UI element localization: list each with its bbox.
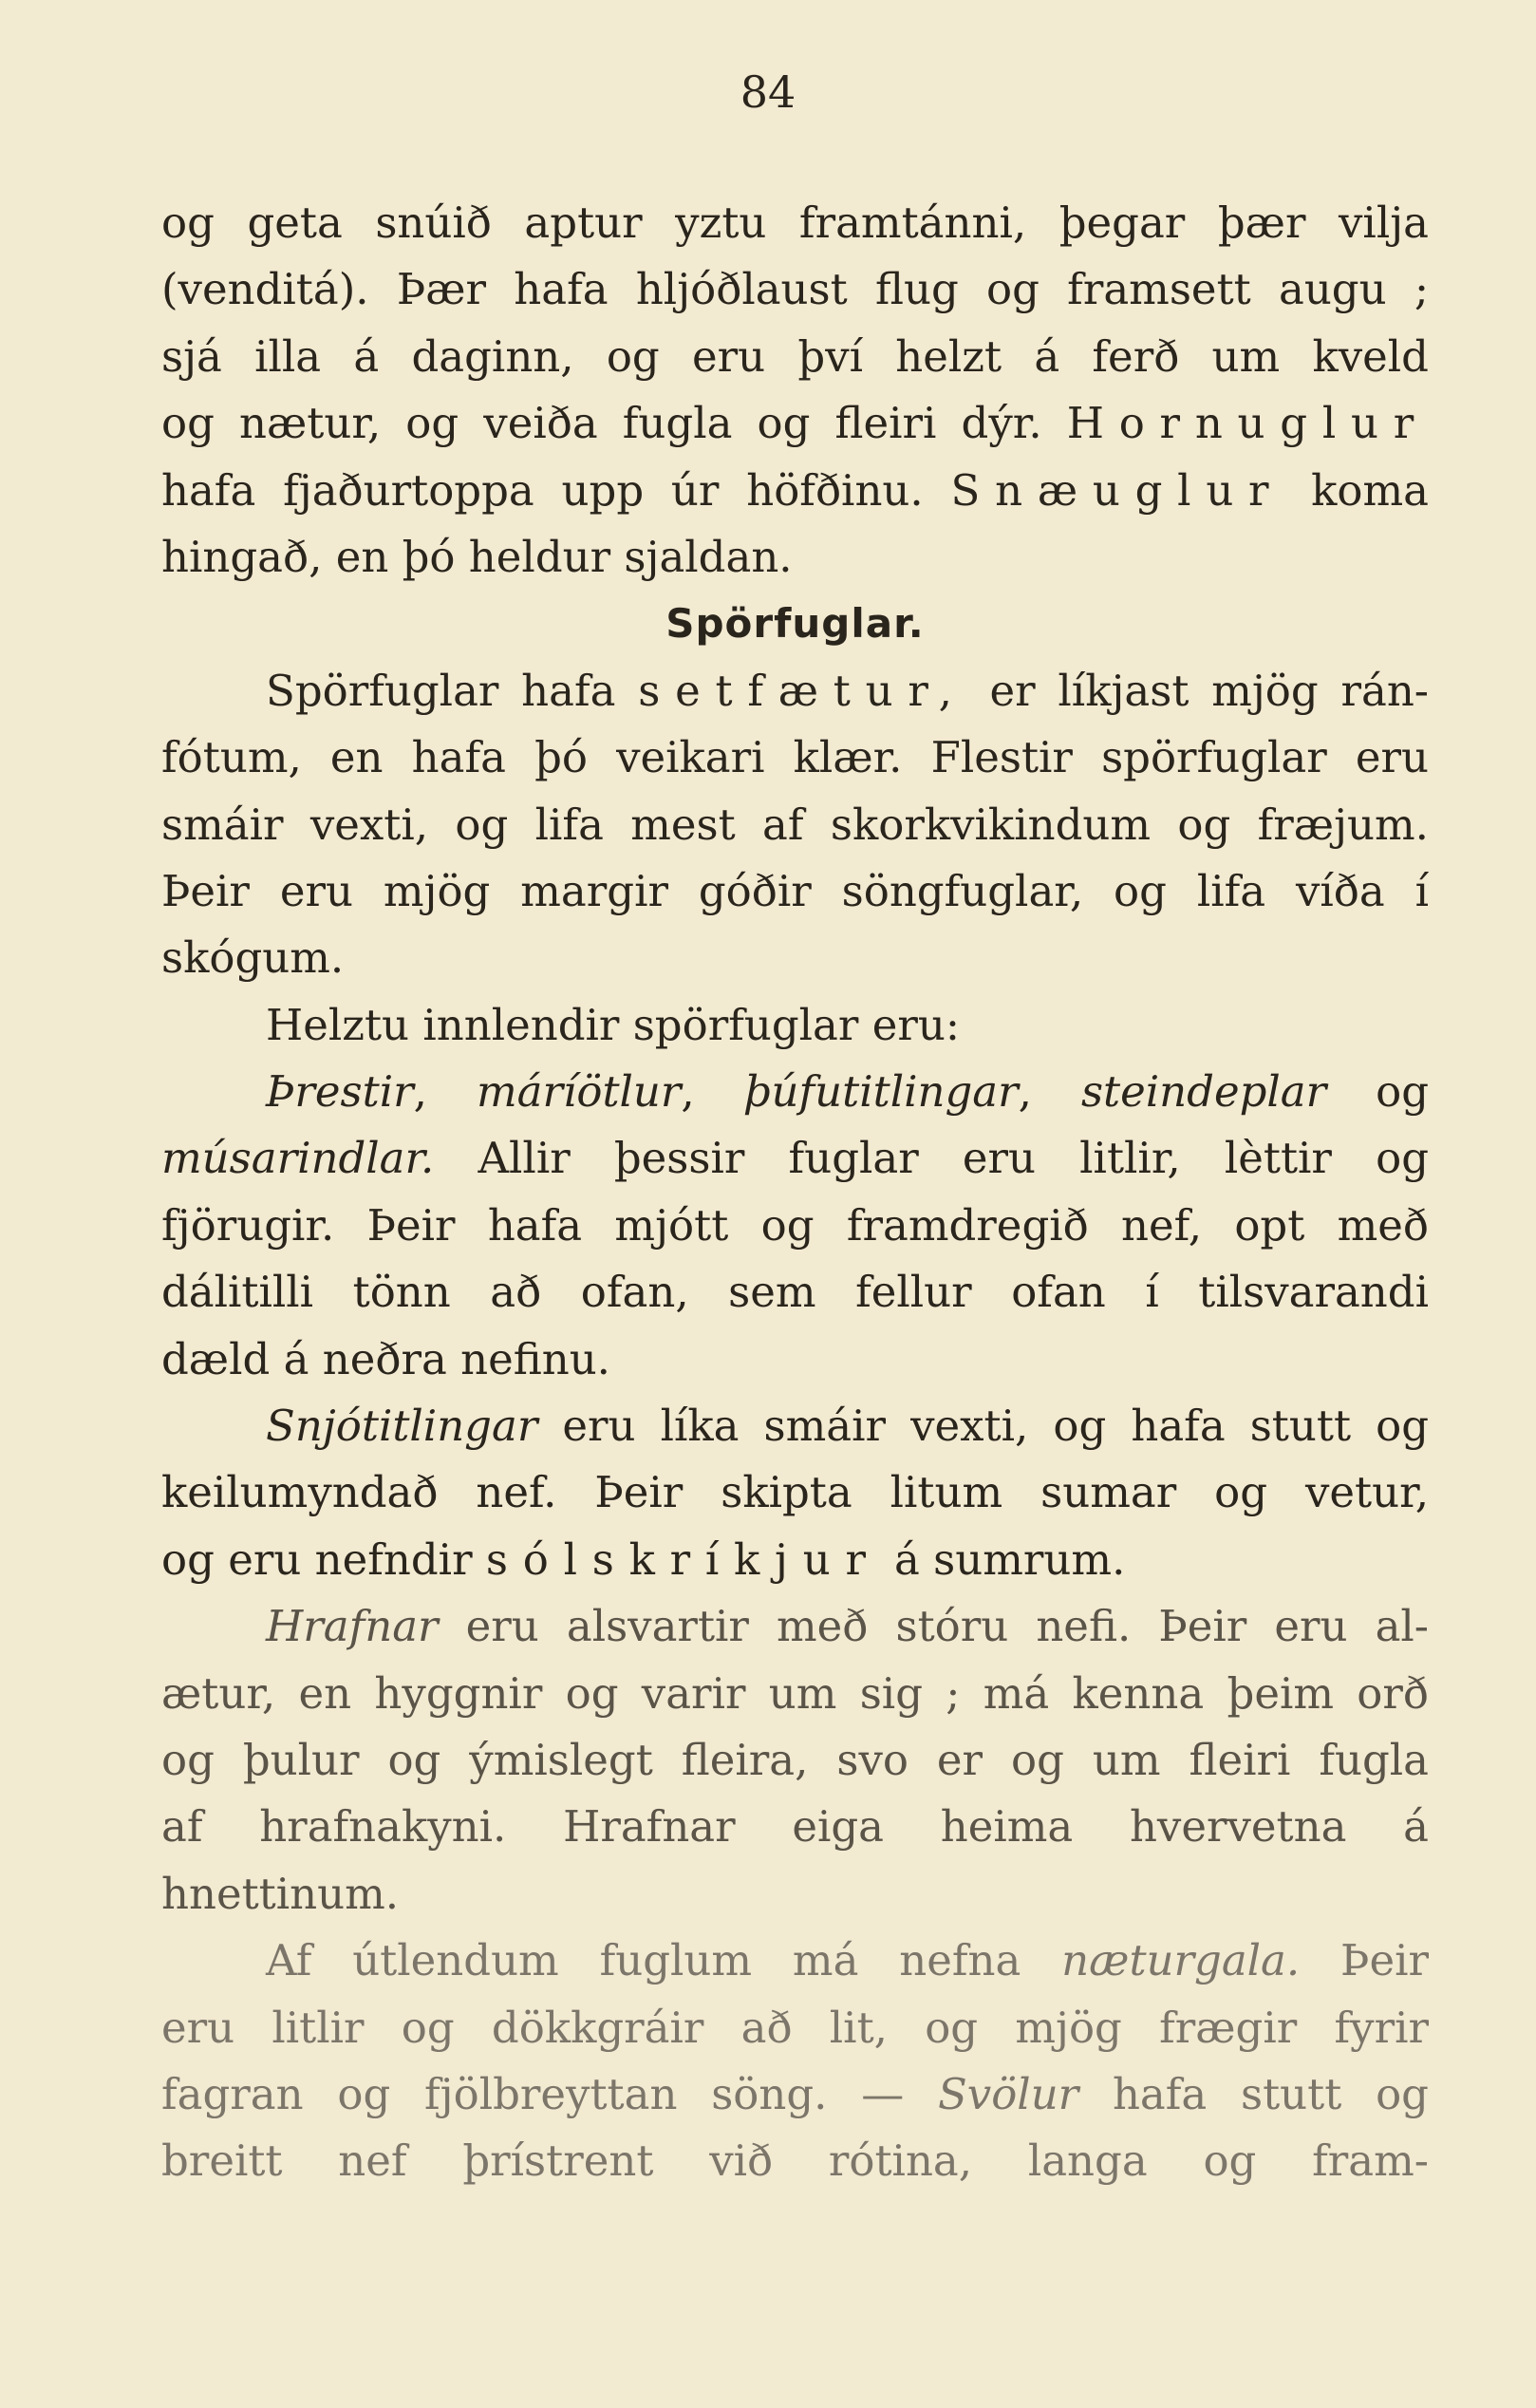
text-line: Hrafnar eru alsvartir með stóru nefi. Þeir eru al- xyxy=(266,1601,1429,1652)
text-line: keilumyndað nef. Þeir skipta litum sumar og vetur, xyxy=(161,1467,1429,1518)
text-line: Af útlendum fuglum má nefna næturgala. Þeir xyxy=(266,1935,1429,1986)
text-line: breitt nef þrístrent við rótina, langa og fram- xyxy=(161,2135,1429,2187)
text-line: smáir vexti, og lifa mest af skorkvikindum og fræjum. xyxy=(161,799,1429,850)
spaced-term: setfætur, xyxy=(638,665,967,716)
spaced-term: Hornuglur xyxy=(1066,398,1429,449)
text-line: ætur, en hyggnir og varir um sig ; má kenna þeim orð xyxy=(161,1667,1429,1719)
text-line: skógum. xyxy=(161,932,345,984)
text-line: músarindlar. Allir þessir fuglar eru litlir, lèttir og xyxy=(161,1133,1429,1184)
text-line: sjá illa á daginn, og eru því helzt á ferð um kveld xyxy=(161,330,1429,382)
text-line: (venditá). Þær hafa hljóðlaust flug og framsett augu ; xyxy=(161,264,1429,315)
text-line: hafa fjaðurtoppa upp úr höfðinu. Snæuglur koma xyxy=(161,464,1429,516)
text-line: eru litlir og dökkgráir að lit, og mjög frægir fyrir xyxy=(161,2002,1429,2053)
text-line: Spörfuglar hafa setfætur, er líkjast mjög rán- xyxy=(266,665,1429,716)
spaced-term: sólskríkjur xyxy=(485,1533,881,1585)
text-line: og þulur og ýmislegt fleira, svo er og um fleiri fugla xyxy=(161,1734,1429,1785)
text-line: dálitilli tönn að ofan, sem fellur ofan í tilsvarandi xyxy=(161,1267,1429,1318)
text-line: Þrestir, máríötlur, þúfutitlingar, steindeplar og xyxy=(266,1066,1429,1118)
text-line: fagran og fjölbreyttan söng. — Svölur hafa stutt og xyxy=(161,2068,1429,2119)
text-line: Þeir eru mjög margir góðir söngfuglar, og lifa víða í xyxy=(161,865,1429,916)
text-line: fótum, en hafa þó veikari klær. Flestir spörfuglar eru xyxy=(161,732,1429,783)
text-line: dæld á neðra nefinu. xyxy=(161,1333,610,1384)
spaced-term: Snæuglur xyxy=(950,464,1284,516)
text-line: hnettinum. xyxy=(161,1868,400,1919)
text-line: og eru nefndir sólskríkjur á sumrum. xyxy=(161,1533,1126,1585)
body-text xyxy=(161,190,1429,2195)
text-line: fjörugir. Þeir hafa mjótt og framdregið nef, opt með xyxy=(161,1199,1429,1251)
text-line: og nætur, og veiða fugla og fleiri dýr. Hornuglur xyxy=(161,398,1429,449)
text-line: og geta snúið aptur yztu framtánni, þegar þær vilja xyxy=(161,198,1429,248)
text-line: Snjótitlingar eru líka smáir vexti, og hafa stutt og xyxy=(266,1401,1429,1452)
text-line: Helztu innlendir spörfuglar eru: xyxy=(266,999,960,1050)
text-line: af hrafnakyni. Hrafnar eiga heima hvervetna á xyxy=(161,1801,1429,1853)
section-heading: Spörfuglar. xyxy=(665,600,925,648)
text-line: hingað, en þó heldur sjaldan. xyxy=(161,531,793,582)
page-number: 84 xyxy=(740,66,796,118)
